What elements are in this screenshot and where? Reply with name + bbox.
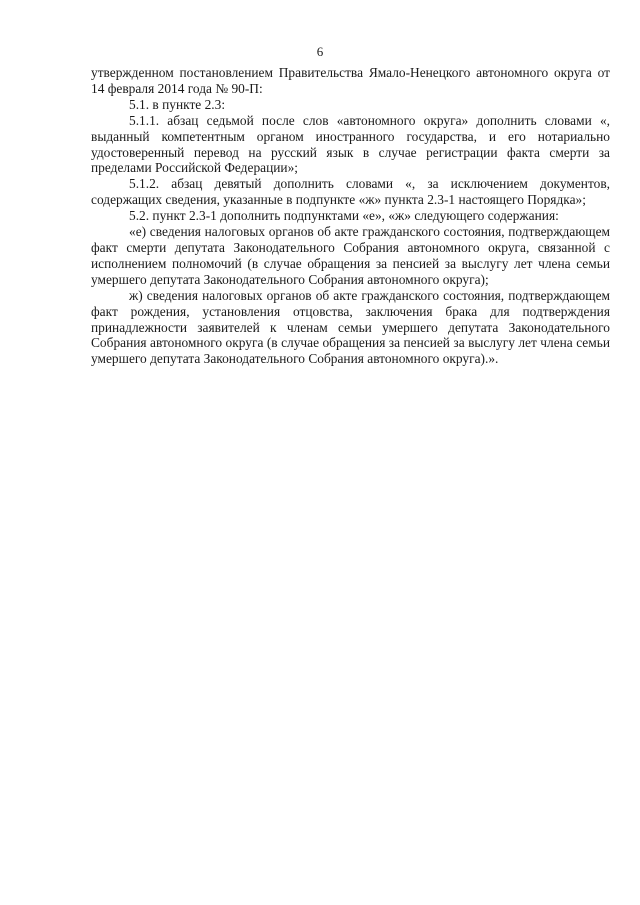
page-number: 6 bbox=[316, 44, 324, 59]
paragraph-5-2: 5.2. пункт 2.3-1 дополнить подпунктами «е», «ж» следующего содержания: bbox=[129, 208, 559, 224]
document-body bbox=[91, 65, 610, 367]
paragraph-5-1-2: 5.1.2. абзац девятый дополнить словами «, за исключением документов, содержащих сведения, указанные в подпункте «ж» пункта 2.3-1 настоящего Порядка»; bbox=[91, 176, 610, 208]
paragraph-continuation: утвержденном постановлением Правительства Ямало-Ненецкого автономного округа от 14 февраля 2014 года № 90-П: bbox=[91, 65, 610, 96]
paragraph-subitem-zh: ж) сведения налоговых органов об акте гражданского состояния, подтверждающем факт рождения, установления отцовства, заключения брака для подтверждения принадлежности заявителей к членам семьи умершего депутата Законодательного Собрания автономного округа (в случае обращения за пенсией за выслугу лет члена семьи умершего депутата Законодательного Собрания автономного округа).». bbox=[91, 287, 610, 367]
paragraph-5-1: 5.1. в пункте 2.3: bbox=[129, 96, 226, 112]
paragraph-subitem-e: «е) сведения налоговых органов об акте гражданского состояния, подтверждающем факт смерти депутата Законодательного Собрания автономного округа, связанной с исполнением полномочий (в случае обращения за пенсией за выслугу лет члена семьи умершего депутата Законодательного Собрания автономного округа); bbox=[91, 224, 610, 287]
paragraph-5-1-1: 5.1.1. абзац седьмой после слов «автономного округа» дополнить словами «, выданный компетентным органом иностранного государства, и его нотариально удостоверенный перевод на русский язык в случае регистрации факта смерти за пределами Российской Федерации»; bbox=[91, 112, 610, 176]
